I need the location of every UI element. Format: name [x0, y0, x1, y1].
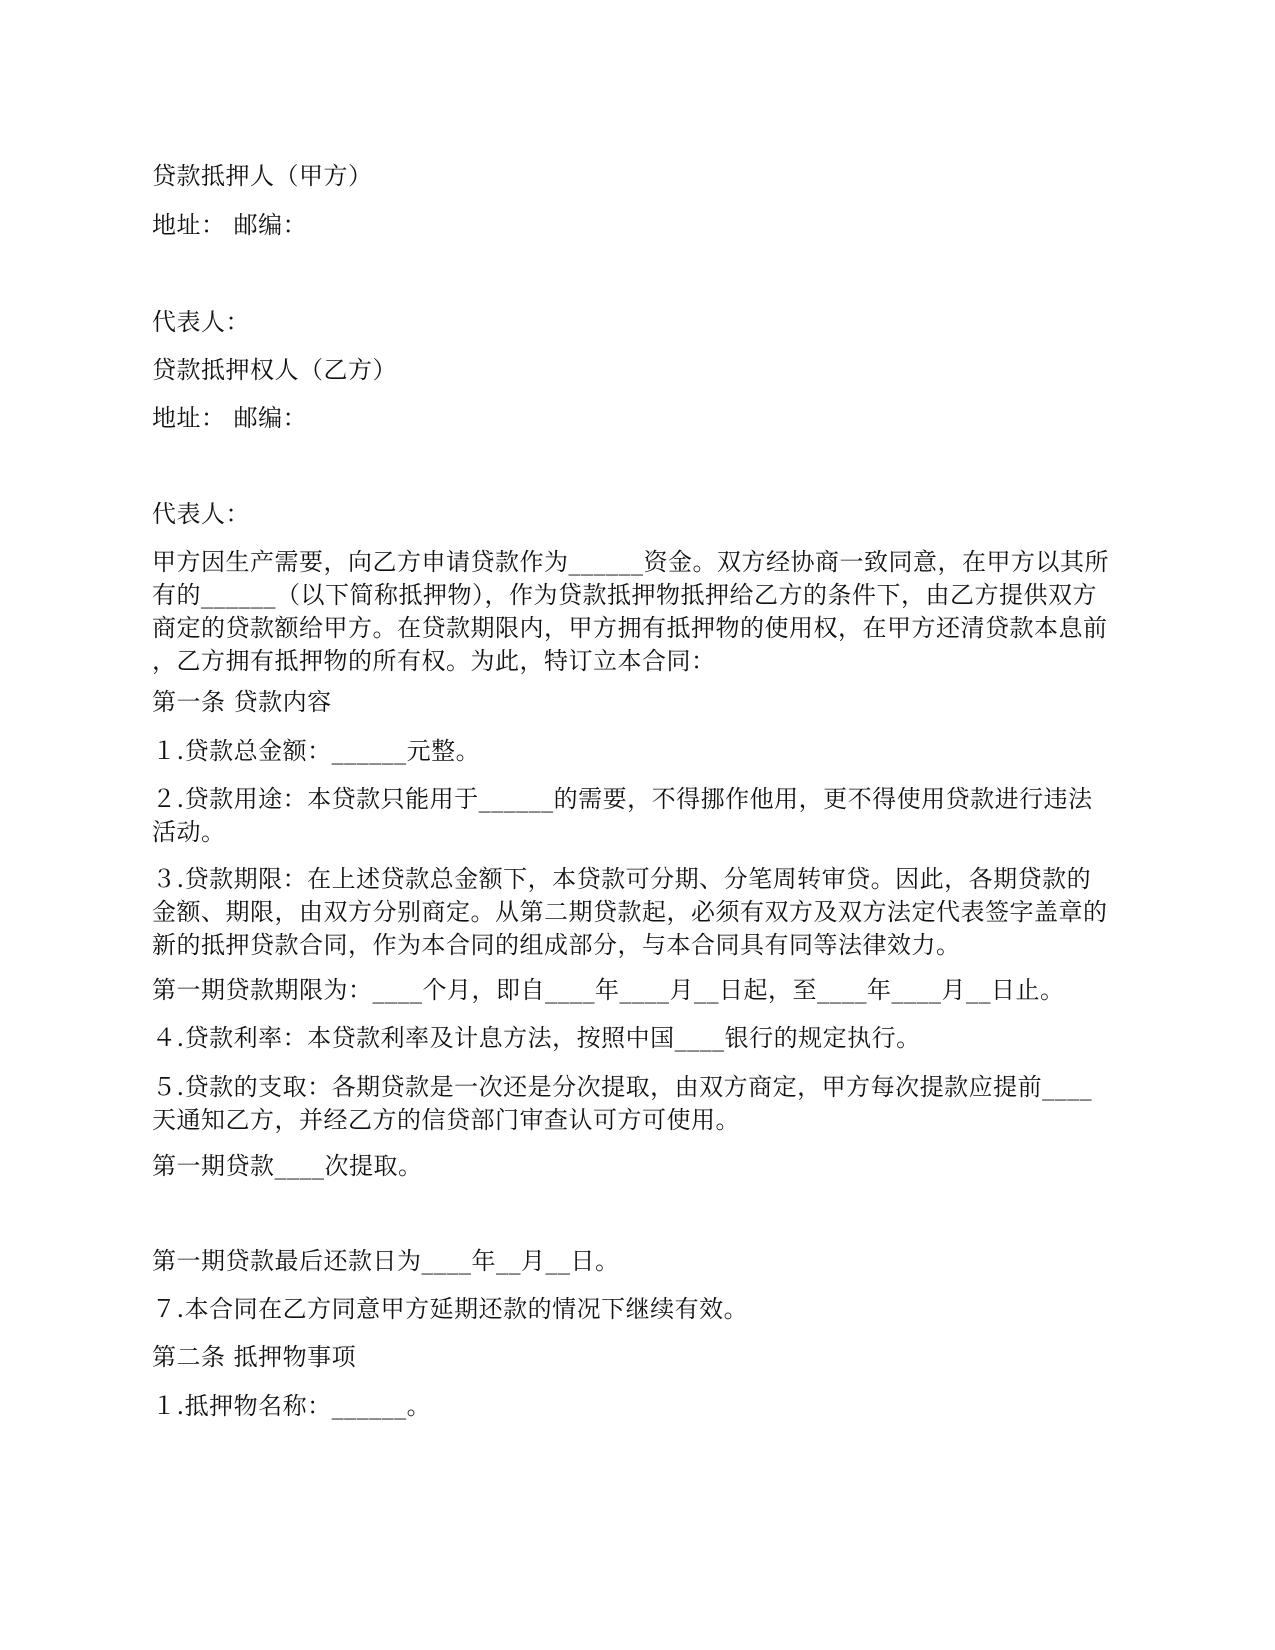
- item-3-line: 新的抵押贷款合同，作为本合同的组成部分，与本合同具有同等法律效力。: [152, 931, 961, 959]
- party-a-address: 地址： 邮编：: [152, 211, 308, 239]
- article-1-item-1: １.贷款总金额：______元整。: [152, 737, 481, 765]
- item-2-line: 活动。: [152, 818, 226, 846]
- intro-line: 有的______（以下简称抵押物），作为贷款抵押物抵押给乙方的条件下，由乙方提供双方: [152, 581, 1097, 609]
- party-b-representative: 代表人：: [152, 500, 250, 528]
- article-1-item-4: ４.贷款利率：本贷款利率及计息方法，按照中国____银行的规定执行。: [152, 1024, 921, 1052]
- party-b-address: 地址： 邮编：: [152, 404, 308, 432]
- item-5-line: 天通知乙方，并经乙方的信贷部门审查认可方可使用。: [152, 1106, 740, 1134]
- article-1-title: 第一条 贷款内容: [152, 688, 332, 716]
- party-b-title: 贷款抵押权人（乙方）: [152, 356, 397, 384]
- article-1-item-3: [152, 863, 1112, 962]
- item-5-line: ５.贷款的支取：各期贷款是一次还是分次提取，由双方商定，甲方每次提款应提前____: [152, 1073, 1093, 1101]
- first-period-term: 第一期贷款期限为：____个月，即自____年____月__日起，至____年____月__日止。: [152, 976, 1065, 1004]
- intro-line: 甲方因生产需要，向乙方申请贷款作为______资金。双方经协商一致同意，在甲方以其所: [152, 548, 1109, 576]
- item-3-line: ３.贷款期限：在上述贷款总金额下，本贷款可分期、分笔周转审贷。因此，各期贷款的: [152, 865, 1092, 893]
- article-1-item-2: [152, 783, 1112, 849]
- item-3-line: 金额、期限，由双方分别商定。从第二期贷款起，必须有双方及双方法定代表签字盖章的: [152, 898, 1108, 926]
- party-a-title: 贷款抵押人（甲方）: [152, 162, 373, 190]
- first-period-last-repay: 第一期贷款最后还款日为____年__月__日。: [152, 1247, 620, 1275]
- first-period-withdraw: 第一期贷款____次提取。: [152, 1152, 423, 1180]
- article-1-item-7: ７.本合同在乙方同意甲方延期还款的情况下继续有效。: [152, 1295, 749, 1323]
- item-2-line: ２.贷款用途：本贷款只能用于______的需要，不得挪作他用，更不得使用贷款进行违法: [152, 785, 1093, 813]
- article-2-title: 第二条 抵押物事项: [152, 1343, 357, 1371]
- intro-line: ，乙方拥有抵押物的所有权。为此，特订立本合同：: [152, 647, 716, 675]
- intro-paragraph: [152, 546, 1112, 678]
- article-1-item-5: [152, 1071, 1112, 1137]
- intro-line: 商定的贷款额给甲方。在贷款期限内，甲方拥有抵押物的使用权，在甲方还清贷款本息前: [152, 614, 1108, 642]
- article-2-item-1: １.抵押物名称：______。: [152, 1392, 432, 1420]
- party-a-representative: 代表人：: [152, 308, 250, 336]
